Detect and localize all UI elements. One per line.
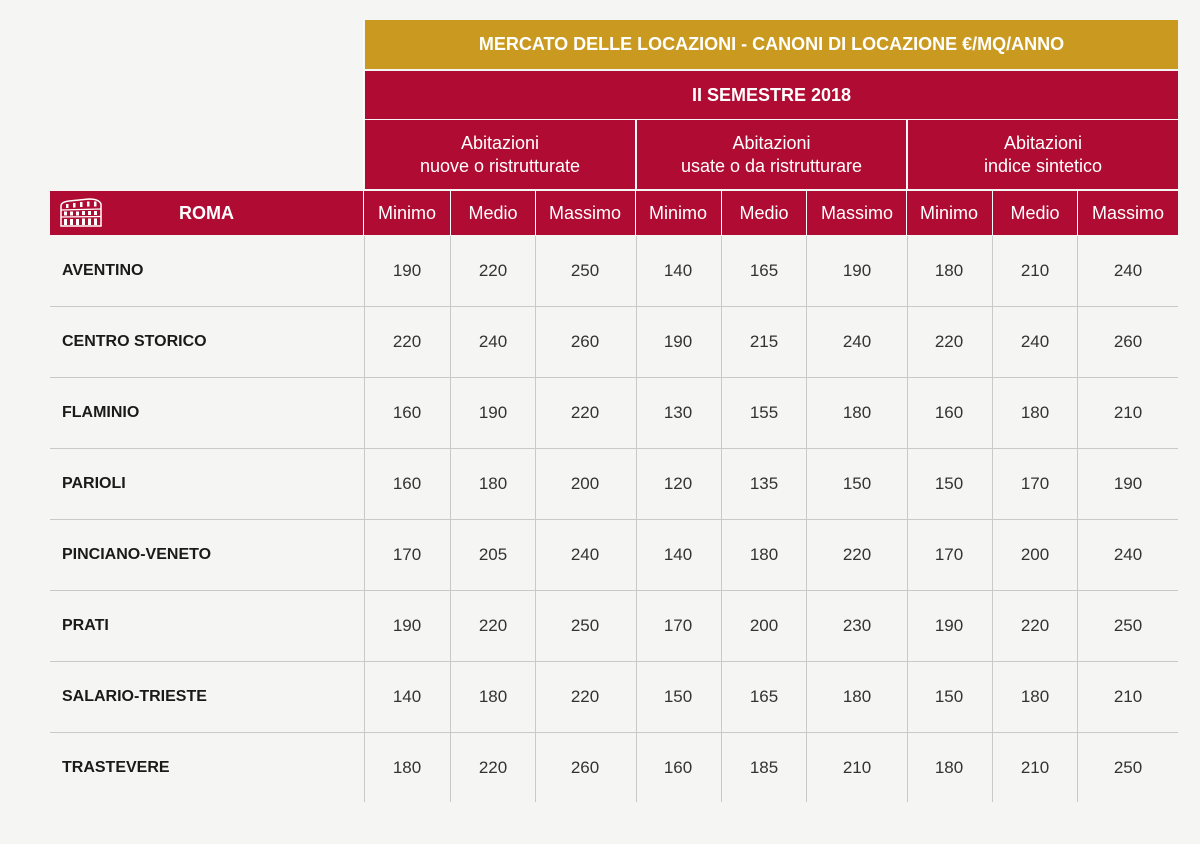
table-cell: 150 xyxy=(663,687,693,706)
city-label: ROMA xyxy=(179,202,234,223)
zone-name: TRASTEVERE xyxy=(62,759,170,776)
group-header-line2: indice sintetico xyxy=(983,155,1103,176)
table-cell: 220 xyxy=(570,687,600,706)
table-cell: 180 xyxy=(392,758,422,777)
table-cell: 240 xyxy=(1113,545,1143,564)
header-divider xyxy=(806,191,807,235)
table-cell: 200 xyxy=(749,616,779,635)
table-cell: 190 xyxy=(392,261,422,280)
table-cell: 180 xyxy=(842,687,872,706)
zone-name: CENTRO STORICO xyxy=(62,333,207,350)
group-header-index xyxy=(908,120,1178,189)
table-cell: 180 xyxy=(934,261,964,280)
group-header-line2: usate o da ristrutturare xyxy=(680,155,863,176)
table-cell: 210 xyxy=(1020,261,1050,280)
header-divider xyxy=(992,191,993,235)
table-cell: 220 xyxy=(570,403,600,422)
table-cell: 250 xyxy=(570,261,600,280)
column-header-max: Massimo xyxy=(1091,202,1164,223)
table-cell: 130 xyxy=(663,403,693,422)
table-cell: 260 xyxy=(570,332,600,351)
table-cell: 240 xyxy=(842,332,872,351)
column-header-max: Massimo xyxy=(820,202,893,223)
table-cell: 260 xyxy=(1113,332,1143,351)
table-cell: 150 xyxy=(842,474,872,493)
table-cell: 240 xyxy=(1020,332,1050,351)
column-header-min: Minimo xyxy=(919,202,978,223)
header-divider xyxy=(363,20,364,235)
table-cell: 250 xyxy=(1113,616,1143,635)
group-header-line1: Abitazioni xyxy=(732,132,811,153)
table-cell: 230 xyxy=(842,616,872,635)
table-cell: 190 xyxy=(1113,474,1143,493)
group-header-line1: Abitazioni xyxy=(1003,132,1083,153)
zone-name: PARIOLI xyxy=(62,475,126,492)
table-cell: 135 xyxy=(749,474,779,493)
table-cell: 220 xyxy=(478,261,508,280)
table-cell: 240 xyxy=(478,332,508,351)
table-cell: 220 xyxy=(842,545,872,564)
table-cell: 190 xyxy=(478,403,508,422)
table-cell: 205 xyxy=(478,545,508,564)
table-cell: 160 xyxy=(663,758,693,777)
table-cell: 210 xyxy=(1113,403,1143,422)
column-header-med: Medio xyxy=(739,202,789,223)
table-cell: 170 xyxy=(663,616,693,635)
table-cell: 170 xyxy=(392,545,422,564)
column-header-max: Massimo xyxy=(548,202,621,223)
table-cell: 200 xyxy=(1020,545,1050,564)
table-cell: 250 xyxy=(570,616,600,635)
zone-name: PINCIANO-VENETO xyxy=(62,546,212,563)
header-divider xyxy=(450,191,451,235)
table-cell: 120 xyxy=(663,474,693,493)
table-cell: 160 xyxy=(934,403,964,422)
header-divider xyxy=(635,120,636,235)
table-cell: 210 xyxy=(1113,687,1143,706)
table-cell: 140 xyxy=(392,687,422,706)
table-title: MERCATO DELLE LOCAZIONI - CANONI DI LOCAZIONE €/MQ/ANNO xyxy=(365,20,1178,69)
table-cell: 220 xyxy=(934,332,964,351)
header-divider xyxy=(1077,191,1078,235)
semester-header: II SEMESTRE 2018 xyxy=(365,71,1178,119)
group-header-line1: Abitazioni xyxy=(460,132,540,153)
zone-name: FLAMINIO xyxy=(62,404,140,421)
column-header-med: Medio xyxy=(468,202,518,223)
zone-name: SALARIO-TRIESTE xyxy=(62,688,207,705)
table-cell: 160 xyxy=(392,403,422,422)
table-cell: 210 xyxy=(1020,758,1050,777)
table-cell: 170 xyxy=(1020,474,1050,493)
table-cell: 165 xyxy=(749,687,779,706)
table-cell: 240 xyxy=(1113,261,1143,280)
table-cell: 190 xyxy=(663,332,693,351)
table-cell: 190 xyxy=(392,616,422,635)
table-cell: 210 xyxy=(842,758,872,777)
group-header-line2: nuove o ristrutturate xyxy=(419,155,581,176)
table-cell: 200 xyxy=(570,474,600,493)
table-cell: 220 xyxy=(392,332,422,351)
table-cell: 260 xyxy=(570,758,600,777)
table-cell: 160 xyxy=(392,474,422,493)
table-cell: 180 xyxy=(1020,403,1050,422)
table-cell: 140 xyxy=(663,545,693,564)
table-cell: 140 xyxy=(663,261,693,280)
header-divider xyxy=(721,191,722,235)
table-cell: 215 xyxy=(749,332,779,351)
table-cell: 220 xyxy=(478,758,508,777)
table-cell: 190 xyxy=(934,616,964,635)
column-header-min: Minimo xyxy=(648,202,707,223)
group-header-new xyxy=(365,120,635,189)
table-cell: 190 xyxy=(842,261,872,280)
header-divider xyxy=(906,120,907,235)
table-cell: 220 xyxy=(478,616,508,635)
table-cell: 180 xyxy=(842,403,872,422)
table-cell: 180 xyxy=(1020,687,1050,706)
table-cell: 180 xyxy=(478,687,508,706)
column-header-med: Medio xyxy=(1010,202,1060,223)
table-cell: 220 xyxy=(1020,616,1050,635)
zone-name: PRATI xyxy=(62,617,109,634)
table-cell: 180 xyxy=(934,758,964,777)
table-cell: 185 xyxy=(749,758,779,777)
table-cell: 180 xyxy=(478,474,508,493)
table-cell: 150 xyxy=(934,687,964,706)
table-cell: 250 xyxy=(1113,758,1143,777)
table-cell: 240 xyxy=(570,545,600,564)
table-cell: 170 xyxy=(934,545,964,564)
zone-name: AVENTINO xyxy=(62,262,144,279)
table-cell: 155 xyxy=(749,403,779,422)
group-header-used xyxy=(637,120,906,189)
table-cell: 165 xyxy=(749,261,779,280)
table-cell: 150 xyxy=(934,474,964,493)
header-divider xyxy=(535,191,536,235)
column-header-min: Minimo xyxy=(377,202,436,223)
table-cell: 180 xyxy=(749,545,779,564)
